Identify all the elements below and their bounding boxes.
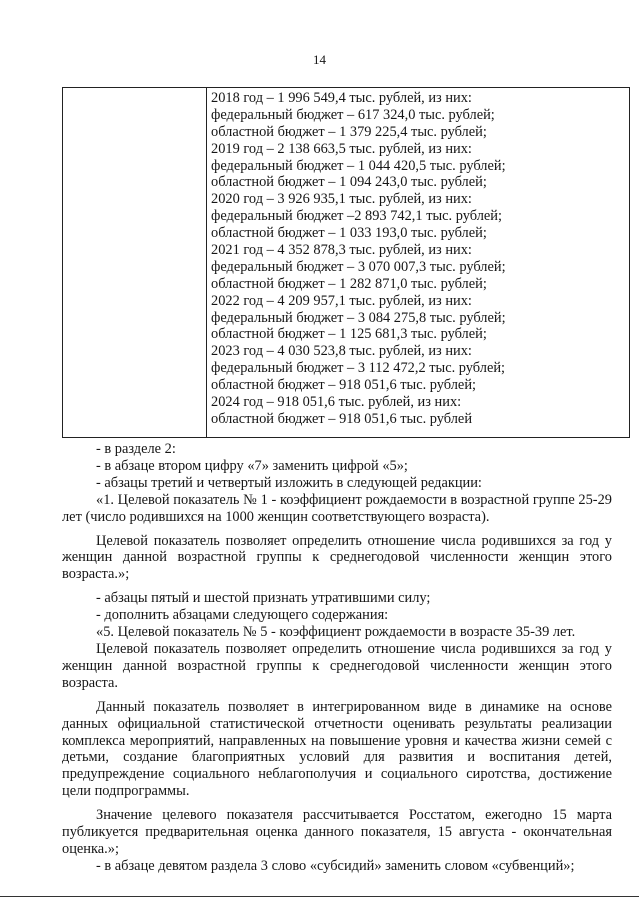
budget-line: федеральный бюджет – 3 112 472,2 тыс. рублей; bbox=[211, 360, 506, 377]
budget-line: 2024 год – 918 051,6 тыс. рублей, из них: bbox=[211, 394, 462, 411]
budget-table bbox=[62, 87, 630, 438]
budget-line: областной бюджет – 1 125 681,3 тыс. рублей; bbox=[211, 326, 487, 343]
budget-line: областной бюджет – 1 094 243,0 тыс. рублей; bbox=[211, 174, 487, 191]
budget-line: областной бюджет – 918 051,6 тыс. рублей; bbox=[211, 377, 477, 394]
budget-line: 2020 год – 3 926 935,1 тыс. рублей, из них: bbox=[211, 191, 472, 208]
page-bottom-edge bbox=[0, 896, 639, 897]
paragraph: - абзацы пятый и шестой признать утратившими силу; bbox=[96, 590, 431, 607]
document-body bbox=[62, 441, 612, 875]
budget-line: областной бюджет – 918 051,6 тыс. рублей bbox=[211, 410, 473, 427]
budget-line: областной бюджет – 1 379 225,4 тыс. рублей; bbox=[211, 123, 487, 140]
paragraph: - в абзаце девятом раздела 3 слово «субсидий» заменить словом «субвенций»; bbox=[96, 857, 575, 874]
budget-line: федеральный бюджет – 3 070 007,3 тыс. рублей; bbox=[211, 258, 506, 275]
budget-line: федеральный бюджет –2 893 742,1 тыс. рублей; bbox=[211, 208, 502, 225]
budget-line: 2022 год – 4 209 957,1 тыс. рублей, из них: bbox=[211, 292, 472, 309]
paragraph: «1. Целевой показатель № 1 - коэффициент рождаемости в возрастной группе 25-29 лет (число родившихся на 1000 женщин соответствующего возраста). bbox=[62, 491, 612, 525]
budget-line: 2019 год – 2 138 663,5 тыс. рублей, из них: bbox=[211, 140, 472, 157]
table-column-divider bbox=[206, 88, 207, 437]
budget-line: федеральный бюджет – 3 084 275,8 тыс. рублей; bbox=[211, 309, 506, 326]
paragraph: Данный показатель позволяет в интегрированном виде в динамике на основе данных официальной статистической отчетности оценивать результаты реализации комплекса мероприятий, направленных на повышение уровня и качества жизни семей с детьми, создание благоприятных условий для развития и воспитания детей, предупреждение социального неблагополучия и социального сиротства, достижение цели подпрограммы. bbox=[62, 698, 612, 800]
paragraph: Значение целевого показателя рассчитывается Росстатом, ежегодно 15 марта публикуется предварительная оценка данного показателя, 15 августа - окончательная оценка.»; bbox=[62, 807, 612, 857]
paragraph: «5. Целевой показатель № 5 - коэффициент рождаемости в возрасте 35-39 лет. bbox=[96, 624, 576, 641]
budget-line: областной бюджет – 1 033 193,0 тыс. рублей; bbox=[211, 225, 487, 242]
budget-line: 2023 год – 4 030 523,8 тыс. рублей, из них: bbox=[211, 343, 472, 360]
budget-cell bbox=[211, 90, 625, 428]
budget-line: областной бюджет – 1 282 871,0 тыс. рублей; bbox=[211, 275, 487, 292]
paragraph: Целевой показатель позволяет определить отношение числа родившихся за год у женщин данной возрастной группы к среднегодовой численности женщин этого возраста.»; bbox=[62, 532, 612, 583]
page-number: 14 bbox=[313, 52, 326, 67]
budget-line: федеральный бюджет – 617 324,0 тыс. рублей; bbox=[211, 106, 495, 123]
budget-line: 2018 год – 1 996 549,4 тыс. рублей, из них: bbox=[211, 90, 472, 106]
budget-line: федеральный бюджет – 1 044 420,5 тыс. рублей; bbox=[211, 157, 506, 174]
paragraph: - абзацы третий и четвертый изложить в следующей редакции: bbox=[96, 474, 482, 491]
budget-line: 2021 год – 4 352 878,3 тыс. рублей, из них: bbox=[211, 242, 472, 259]
paragraph: - дополнить абзацами следующего содержания: bbox=[96, 607, 389, 624]
paragraph: - в абзаце втором цифру «7» заменить цифрой «5»; bbox=[96, 457, 408, 474]
paragraph: Целевой показатель позволяет определить отношение числа родившихся за год у женщин данной возрастной группы к среднегодовой численности женщин этого возраста. bbox=[62, 640, 612, 691]
paragraph: - в разделе 2: bbox=[96, 441, 176, 457]
